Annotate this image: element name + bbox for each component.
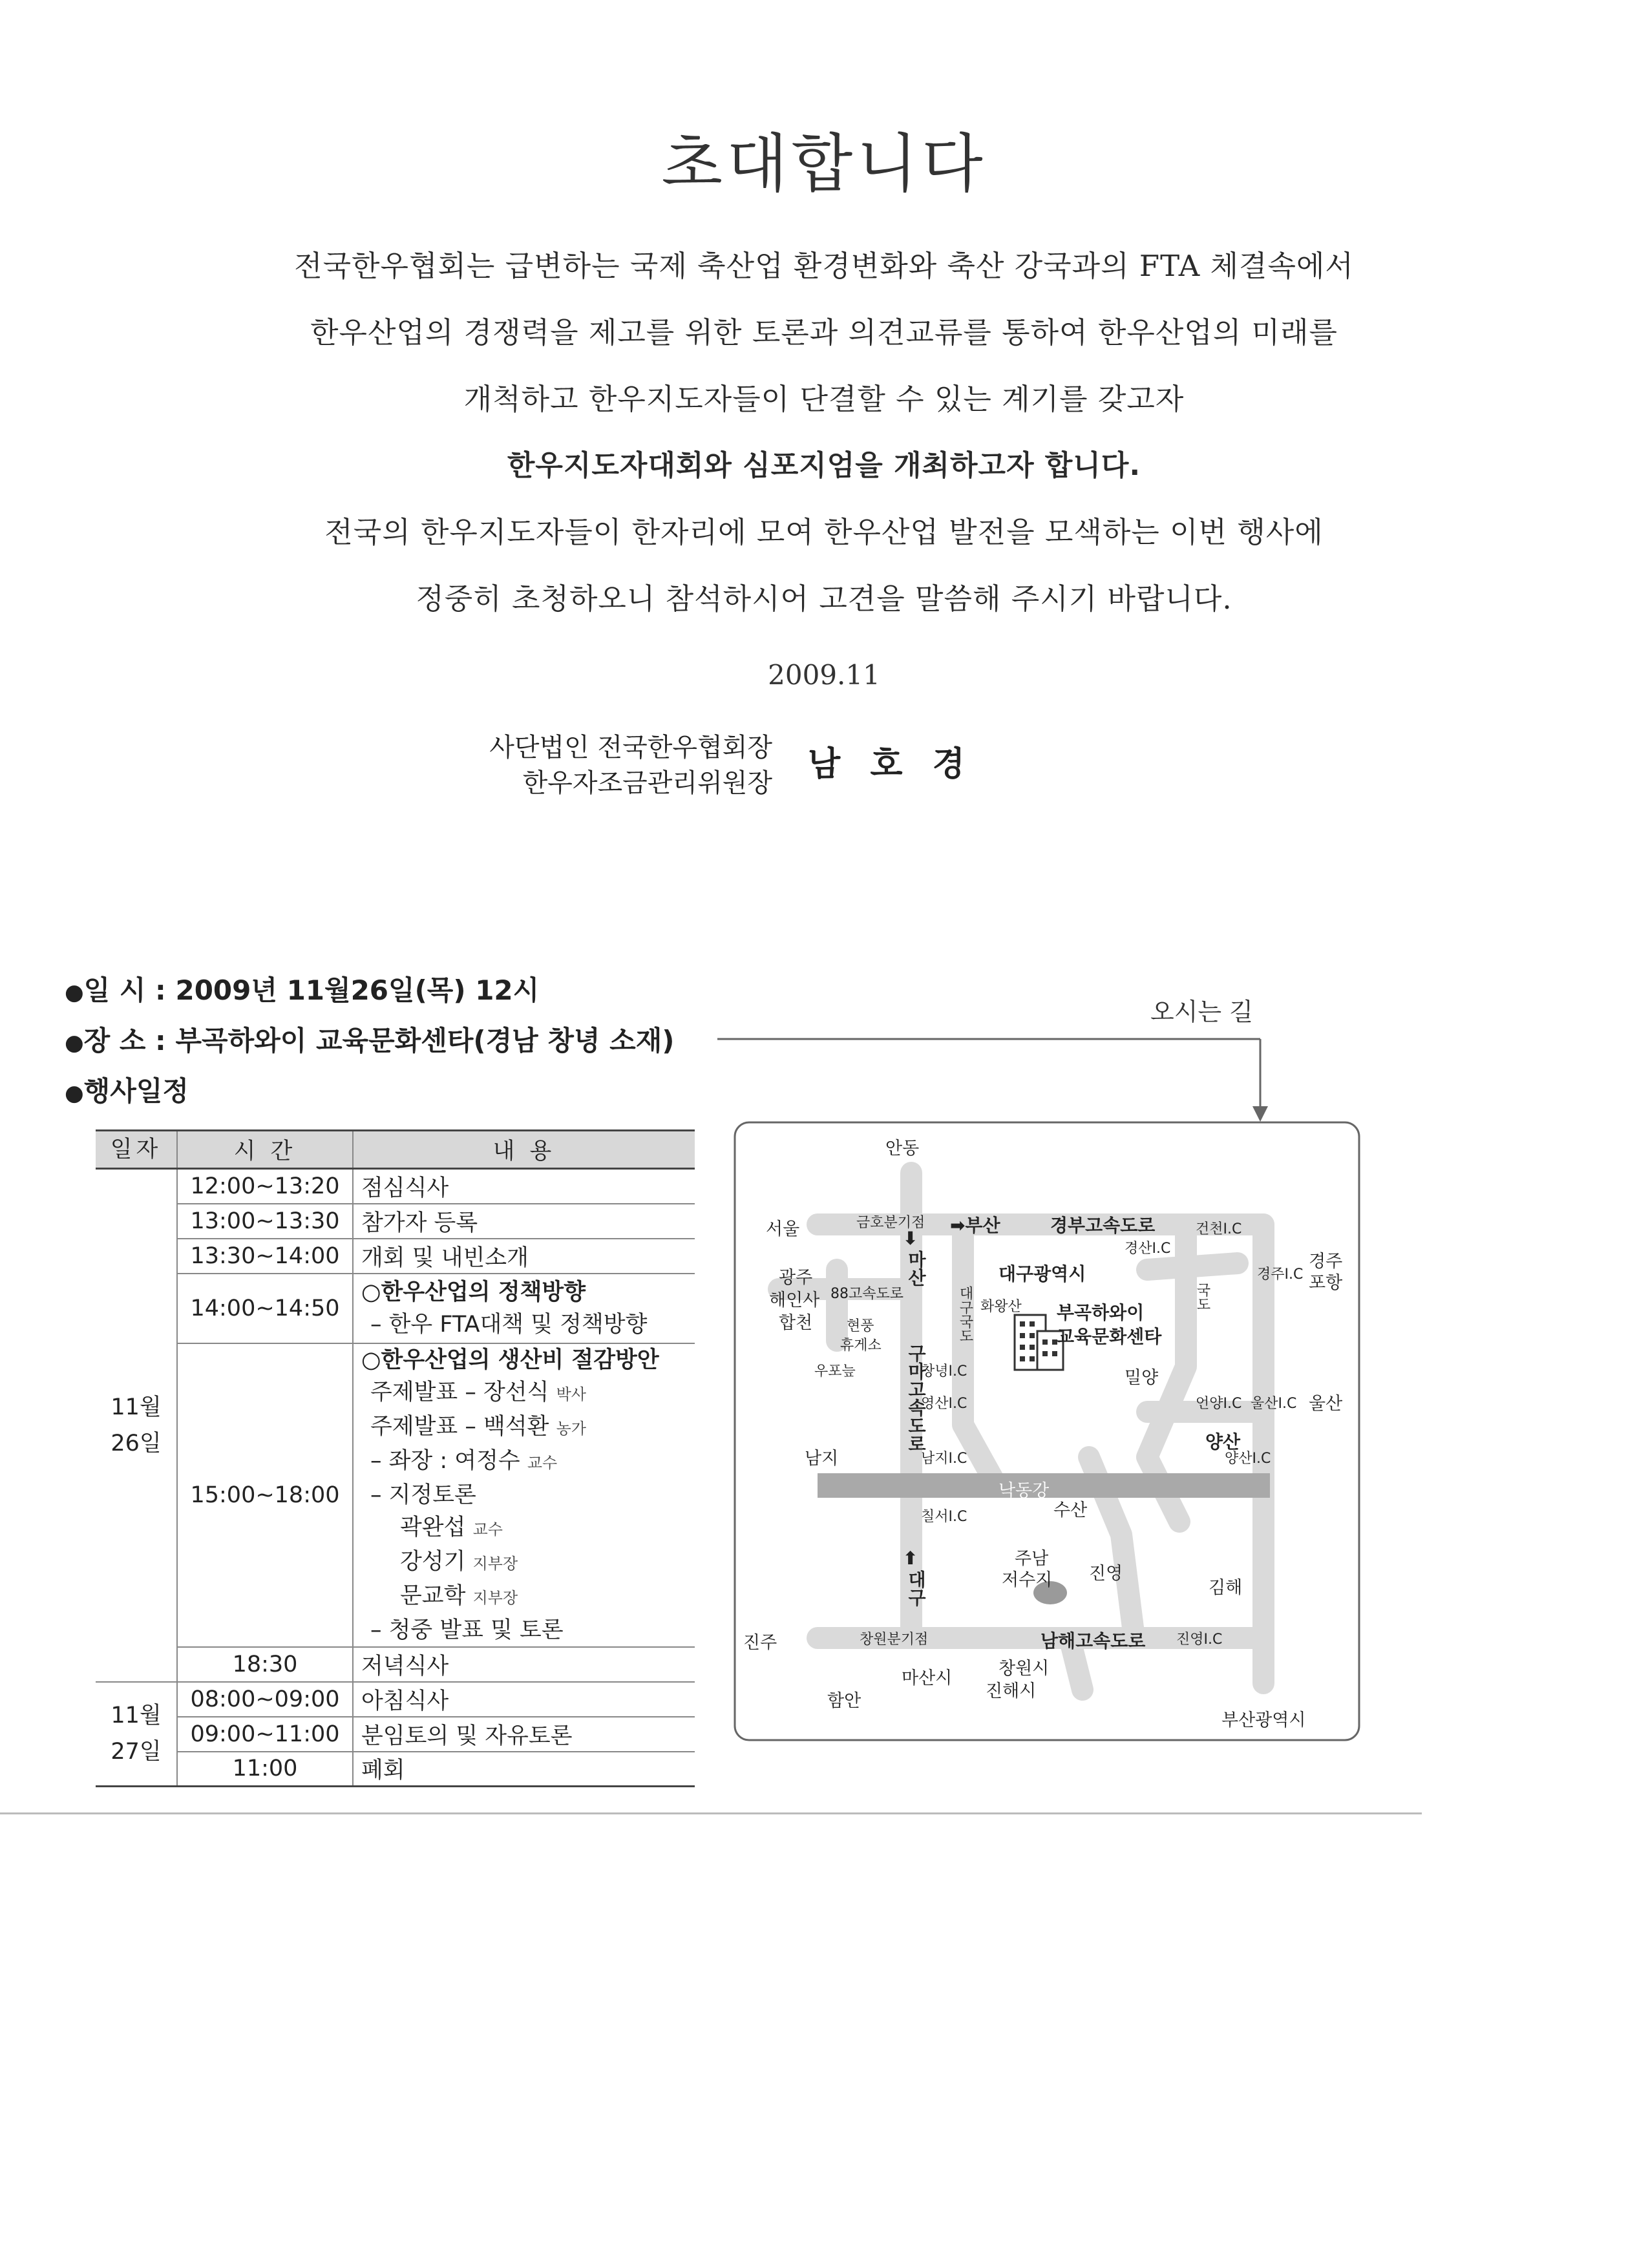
header-content: 내 용 — [353, 1131, 695, 1169]
content-text: 주제발표 – 백석환 — [370, 1413, 549, 1440]
map-label: 울산 — [1309, 1394, 1343, 1414]
map-label: 언양I.C — [1196, 1396, 1242, 1412]
map-label: 포항 — [1309, 1273, 1343, 1293]
time-cell: 08:00~09:00 — [177, 1682, 353, 1717]
map-label: 저수지 — [1002, 1570, 1053, 1590]
map-label: 안동 — [885, 1139, 920, 1159]
map-label: 남지I.C — [921, 1451, 967, 1467]
schedule-heading — [65, 1070, 189, 1109]
directions-map — [734, 1121, 1360, 1741]
time-cell: 13:00~13:30 — [177, 1204, 353, 1239]
map-label: 마산시 — [902, 1668, 953, 1688]
map-label: 남지 — [805, 1449, 839, 1469]
time-cell: 18:30 — [177, 1647, 353, 1682]
map-label: 경주I.C — [1257, 1266, 1304, 1283]
map-label: 대구 — [905, 1570, 927, 1606]
table-row — [96, 1204, 695, 1239]
table-row — [96, 1343, 695, 1647]
day2-cell: 11월 27일 — [96, 1682, 177, 1787]
map-label: 광주 — [779, 1268, 813, 1288]
map-label: 수산 — [1053, 1500, 1088, 1520]
paragraph-line-4: 한우지도자대회와 심포지엄을 개최하고자 합니다. — [507, 449, 1141, 482]
paragraph-line-6: 정중히 초청하오니 참석하시어 고견을 말씀해 주시기 바랍니다. — [416, 582, 1232, 616]
header-time: 시 간 — [177, 1131, 353, 1169]
content-title: 지부장 — [472, 1588, 518, 1607]
table-row — [96, 1169, 695, 1204]
down-arrow-icon: ⬇ — [903, 1228, 918, 1249]
content-line — [361, 1546, 695, 1580]
event-datetime-text: 일 시 : 2009년 11월26일(목) 12시 — [83, 974, 540, 1006]
map-label: 진영I.C — [1176, 1632, 1223, 1648]
header-date: 일자 — [96, 1131, 177, 1169]
map-label: 마산 — [905, 1250, 927, 1286]
signatory-org-2: 한우자조금관리위원장 — [522, 768, 772, 798]
paragraph-line-2: 한우산업의 경쟁력을 제고를 위한 토론과 의견교류를 통하여 한우산업의 미래를 — [310, 315, 1338, 350]
table-row — [96, 1682, 695, 1717]
map-label: 영산I.C — [921, 1396, 967, 1412]
bullet-icon: ● — [65, 1030, 84, 1056]
signatory-name: 남 호 경 — [808, 745, 974, 784]
paragraph-line-5: 전국의 한우지도자들이 한자리에 모여 한우산업 발전을 모색하는 이번 행사에 — [324, 515, 1324, 549]
map-label: 김해 — [1209, 1578, 1243, 1598]
map-label: 양산I.C — [1225, 1451, 1271, 1467]
content-cell: 폐회 — [353, 1752, 695, 1787]
time-cell: 11:00 — [177, 1752, 353, 1787]
map-label: 진주 — [743, 1633, 777, 1653]
time-cell: 13:30~14:00 — [177, 1239, 353, 1274]
bullet-icon: ● — [65, 980, 84, 1005]
paragraph-line-3: 개척하고 한우지도자들이 단결할 수 있는 계기를 갖고자 — [463, 382, 1185, 416]
bottom-divider — [0, 1812, 1422, 1814]
content-line: ○한우산업의 정책방향 — [361, 1279, 586, 1305]
map-label: ➡부산 — [950, 1215, 1000, 1236]
bullet-icon: ● — [65, 1080, 84, 1106]
table-row — [96, 1752, 695, 1787]
table-row — [96, 1717, 695, 1752]
schedule-heading-text: 행사일정 — [83, 1075, 189, 1107]
content-line: – 지정토론 — [370, 1482, 476, 1508]
map-label: 함안 — [827, 1691, 861, 1711]
map-label: 현풍 — [847, 1318, 874, 1334]
map-label: 남해고속도로 — [1041, 1630, 1146, 1652]
content-line — [361, 1511, 695, 1546]
paragraph-line-1: 전국한우협회는 급변하는 국제 축산업 환경변화와 축산 강국과의 FTA 체결속에서 — [294, 249, 1354, 283]
up-arrow-icon: ⬆ — [903, 1548, 918, 1569]
time-cell: 12:00~13:20 — [177, 1169, 353, 1204]
table-row — [96, 1274, 695, 1343]
content-line — [361, 1411, 695, 1445]
map-label: 양산 — [1205, 1431, 1241, 1453]
map-label: 경부고속도로 — [1050, 1215, 1156, 1236]
map-label: 대구국도 — [957, 1286, 973, 1343]
map-label: 국도 — [1194, 1283, 1210, 1311]
event-venue — [65, 1020, 674, 1058]
content-cell: 개회 및 내빈소개 — [353, 1239, 695, 1274]
content-cell: 저녁식사 — [353, 1647, 695, 1682]
content-title: 지부장 — [472, 1554, 518, 1573]
time-cell: 15:00~18:00 — [177, 1343, 353, 1647]
signatory-org-1: 사단법인 전국한우협회장 — [489, 733, 772, 762]
content-line: ○한우산업의 생산비 절감방안 — [361, 1347, 659, 1373]
content-text: 주제발표 – 장선식 — [370, 1379, 549, 1405]
content-line — [361, 1376, 695, 1411]
map-label: 88고속도로 — [830, 1286, 904, 1302]
schedule-table — [96, 1129, 695, 1787]
map-label: 경산I.C — [1125, 1241, 1171, 1257]
content-text: 곽완섭 — [400, 1514, 466, 1540]
content-title: 교수 — [472, 1520, 503, 1538]
content-cell: 점심식사 — [353, 1169, 695, 1204]
map-label: 울산I.C — [1251, 1396, 1297, 1412]
map-label: 경주 — [1309, 1252, 1343, 1272]
map-label: 주남 — [1015, 1549, 1049, 1569]
map-label: 해인사 — [769, 1290, 820, 1310]
map-label: 구마고속도로 — [905, 1344, 927, 1453]
map-label: 금호분기점 — [856, 1215, 925, 1231]
content-title: 농가 — [556, 1419, 586, 1438]
map-label: 진영 — [1089, 1564, 1123, 1584]
content-line: – 한우 FTA대책 및 정책방향 — [370, 1311, 648, 1338]
content-line — [361, 1445, 695, 1479]
map-label: 화왕산 — [980, 1299, 1022, 1315]
event-datetime — [65, 969, 539, 1008]
content-cell — [353, 1343, 695, 1647]
content-cell: 참가자 등록 — [353, 1204, 695, 1239]
page-title: 초대합니다 — [661, 127, 987, 201]
content-cell: 분임토의 및 자유토론 — [353, 1717, 695, 1752]
map-label: 밀양 — [1125, 1368, 1159, 1388]
time-cell: 14:00~14:50 — [177, 1274, 353, 1343]
map-label: 칠서I.C — [921, 1509, 967, 1525]
map-label: 진해시 — [986, 1681, 1037, 1701]
content-title: 박사 — [556, 1385, 586, 1403]
map-label: 합천 — [779, 1313, 813, 1333]
map-label: 대구광역시 — [998, 1263, 1086, 1285]
map-label: 부산광역시 — [1221, 1710, 1306, 1730]
venue-name-2: 교육문화센타 — [1057, 1326, 1162, 1347]
venue-name-1: 부곡하와이 — [1057, 1302, 1145, 1323]
map-label: 창녕I.C — [921, 1363, 967, 1380]
table-row — [96, 1647, 695, 1682]
day1-cell: 11월 26일 — [96, 1169, 177, 1682]
map-label: 낙동강 — [998, 1481, 1050, 1501]
content-cell: 아침식사 — [353, 1682, 695, 1717]
map-label: 창원분기점 — [860, 1632, 929, 1648]
map-label: 창원시 — [998, 1659, 1050, 1679]
table-row — [96, 1239, 695, 1274]
issue-date: 2009.11 — [768, 659, 880, 691]
content-cell — [353, 1274, 695, 1343]
content-text: 강성기 — [400, 1548, 466, 1575]
table-header-row — [96, 1131, 695, 1169]
event-venue-text: 장 소 : 부곡하와이 교육문화센타(경남 창녕 소재) — [83, 1025, 675, 1056]
content-text: 문교학 — [400, 1582, 466, 1609]
content-title: 교수 — [527, 1453, 558, 1472]
content-line — [361, 1580, 695, 1614]
map-label: 서울 — [766, 1219, 800, 1239]
map-label: 우포늪 — [814, 1363, 856, 1380]
map-label: 휴게소 — [840, 1338, 882, 1354]
content-text: – 좌장 : 여정수 — [370, 1447, 520, 1474]
map-label: 건천I.C — [1196, 1221, 1242, 1237]
time-cell: 09:00~11:00 — [177, 1717, 353, 1752]
directions-label: 오시는 길 — [1150, 998, 1253, 1026]
content-line: – 청중 발표 및 토론 — [370, 1617, 564, 1643]
